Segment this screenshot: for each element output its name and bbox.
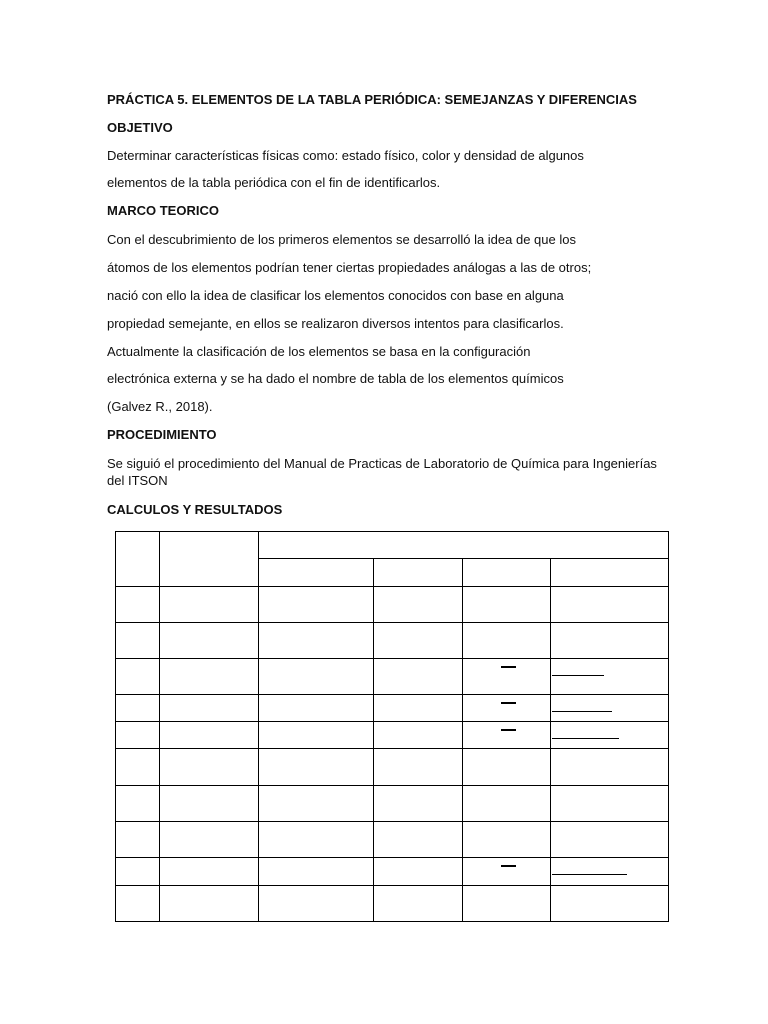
table-cell — [160, 886, 259, 922]
table-cell — [259, 722, 374, 749]
table-cell — [116, 858, 160, 886]
table-cell — [116, 886, 160, 922]
table-cell — [259, 695, 374, 722]
table-cell — [551, 886, 669, 922]
dash-mark — [501, 729, 516, 731]
marco-line: átomos de los elementos podrían tener ciertas propiedades análogas a las de otros; — [107, 260, 592, 275]
table-cell — [463, 886, 551, 922]
table-cell — [259, 786, 374, 822]
table-cell — [374, 822, 463, 858]
table-cell — [116, 659, 160, 695]
objetivo-line: elementos de la tabla periódica con el fin de identificarlos. — [107, 175, 441, 190]
table-row — [116, 623, 669, 659]
table-cell — [551, 587, 669, 623]
objetivo-heading: OBJETIVO — [107, 120, 173, 135]
marco-line: nació con ello la idea de clasificar los elementos conocidos con base en alguna — [107, 288, 564, 303]
underline-mark — [552, 738, 619, 739]
objetivo-line: Determinar características físicas como: estado físico, color y densidad de algunos — [107, 148, 584, 163]
table-header-cell — [463, 559, 551, 587]
table-cell — [551, 858, 669, 886]
underline-mark — [552, 711, 612, 712]
table-cell — [374, 623, 463, 659]
marco-line: propiedad semejante, en ellos se realizaron diversos intentos para clasificarlos. — [107, 316, 564, 331]
table-cell — [374, 587, 463, 623]
table-cell — [160, 786, 259, 822]
table-cell — [259, 749, 374, 786]
table-cell — [160, 749, 259, 786]
table-row — [116, 858, 669, 886]
table-row — [116, 886, 669, 922]
table-cell — [374, 886, 463, 922]
marco-line: electrónica externa y se ha dado el nombre de tabla de los elementos químicos — [107, 371, 564, 386]
table-cell — [259, 886, 374, 922]
table-cell — [551, 722, 669, 749]
table-cell — [374, 786, 463, 822]
table-header-cell — [551, 559, 669, 587]
procedimiento-text: Se siguió el procedimiento del Manual de Practicas de Laboratorio de Química para Ingenierías del ITSON — [107, 456, 657, 488]
table-header-cell — [116, 532, 160, 587]
table-cell — [463, 695, 551, 722]
table-row — [116, 749, 669, 786]
table-cell — [463, 786, 551, 822]
table-cell — [463, 858, 551, 886]
table-cell — [463, 659, 551, 695]
table-row — [116, 822, 669, 858]
table-cell — [259, 659, 374, 695]
table-cell — [160, 722, 259, 749]
table-cell — [160, 623, 259, 659]
table-cell — [463, 587, 551, 623]
table-cell — [116, 623, 160, 659]
table-cell — [259, 623, 374, 659]
marco-line: Actualmente la clasificación de los elementos se basa en la configuración — [107, 344, 531, 359]
table-cell — [160, 695, 259, 722]
table-cell — [259, 858, 374, 886]
table-row — [116, 695, 669, 722]
table-cell — [116, 722, 160, 749]
table-header-cell — [374, 559, 463, 587]
table-cell — [374, 858, 463, 886]
underline-mark — [552, 675, 604, 676]
table-header-row — [116, 532, 669, 559]
table-cell — [463, 822, 551, 858]
results-table — [115, 531, 669, 922]
table-row — [116, 659, 669, 695]
table-cell — [374, 749, 463, 786]
table-cell — [160, 822, 259, 858]
table-row — [116, 786, 669, 822]
table-cell — [160, 659, 259, 695]
table-cell — [116, 695, 160, 722]
table-header-cell — [160, 532, 259, 587]
table-cell — [551, 822, 669, 858]
dash-mark — [501, 702, 516, 704]
table-row — [116, 587, 669, 623]
table-header-cell — [259, 559, 374, 587]
table-cell — [374, 722, 463, 749]
table-cell — [463, 722, 551, 749]
dash-mark — [501, 865, 516, 867]
table-cell — [463, 749, 551, 786]
table-cell — [116, 587, 160, 623]
table-cell — [463, 623, 551, 659]
table-header-group-cell — [259, 532, 669, 559]
table-cell — [551, 659, 669, 695]
table-cell — [160, 858, 259, 886]
table-row — [116, 722, 669, 749]
table-cell — [116, 749, 160, 786]
table-cell — [551, 786, 669, 822]
document-title: PRÁCTICA 5. ELEMENTOS DE LA TABLA PERIÓDICA: SEMEJANZAS Y DIFERENCIAS — [107, 92, 637, 107]
marco-teorico-heading: MARCO TEORICO — [107, 203, 219, 218]
dash-mark — [501, 666, 516, 668]
underline-mark — [552, 874, 627, 875]
table-cell — [374, 659, 463, 695]
table-cell — [374, 695, 463, 722]
table-cell — [116, 822, 160, 858]
table-cell — [551, 695, 669, 722]
table-cell — [551, 749, 669, 786]
procedimiento-heading: PROCEDIMIENTO — [107, 427, 217, 442]
table-cell — [116, 786, 160, 822]
table-cell — [160, 587, 259, 623]
marco-line: (Galvez R., 2018). — [107, 399, 213, 414]
marco-line: Con el descubrimiento de los primeros elementos se desarrolló la idea de que los — [107, 232, 576, 247]
table-cell — [259, 822, 374, 858]
table-cell — [551, 623, 669, 659]
calculos-heading: CALCULOS Y RESULTADOS — [107, 502, 283, 517]
table-cell — [259, 587, 374, 623]
